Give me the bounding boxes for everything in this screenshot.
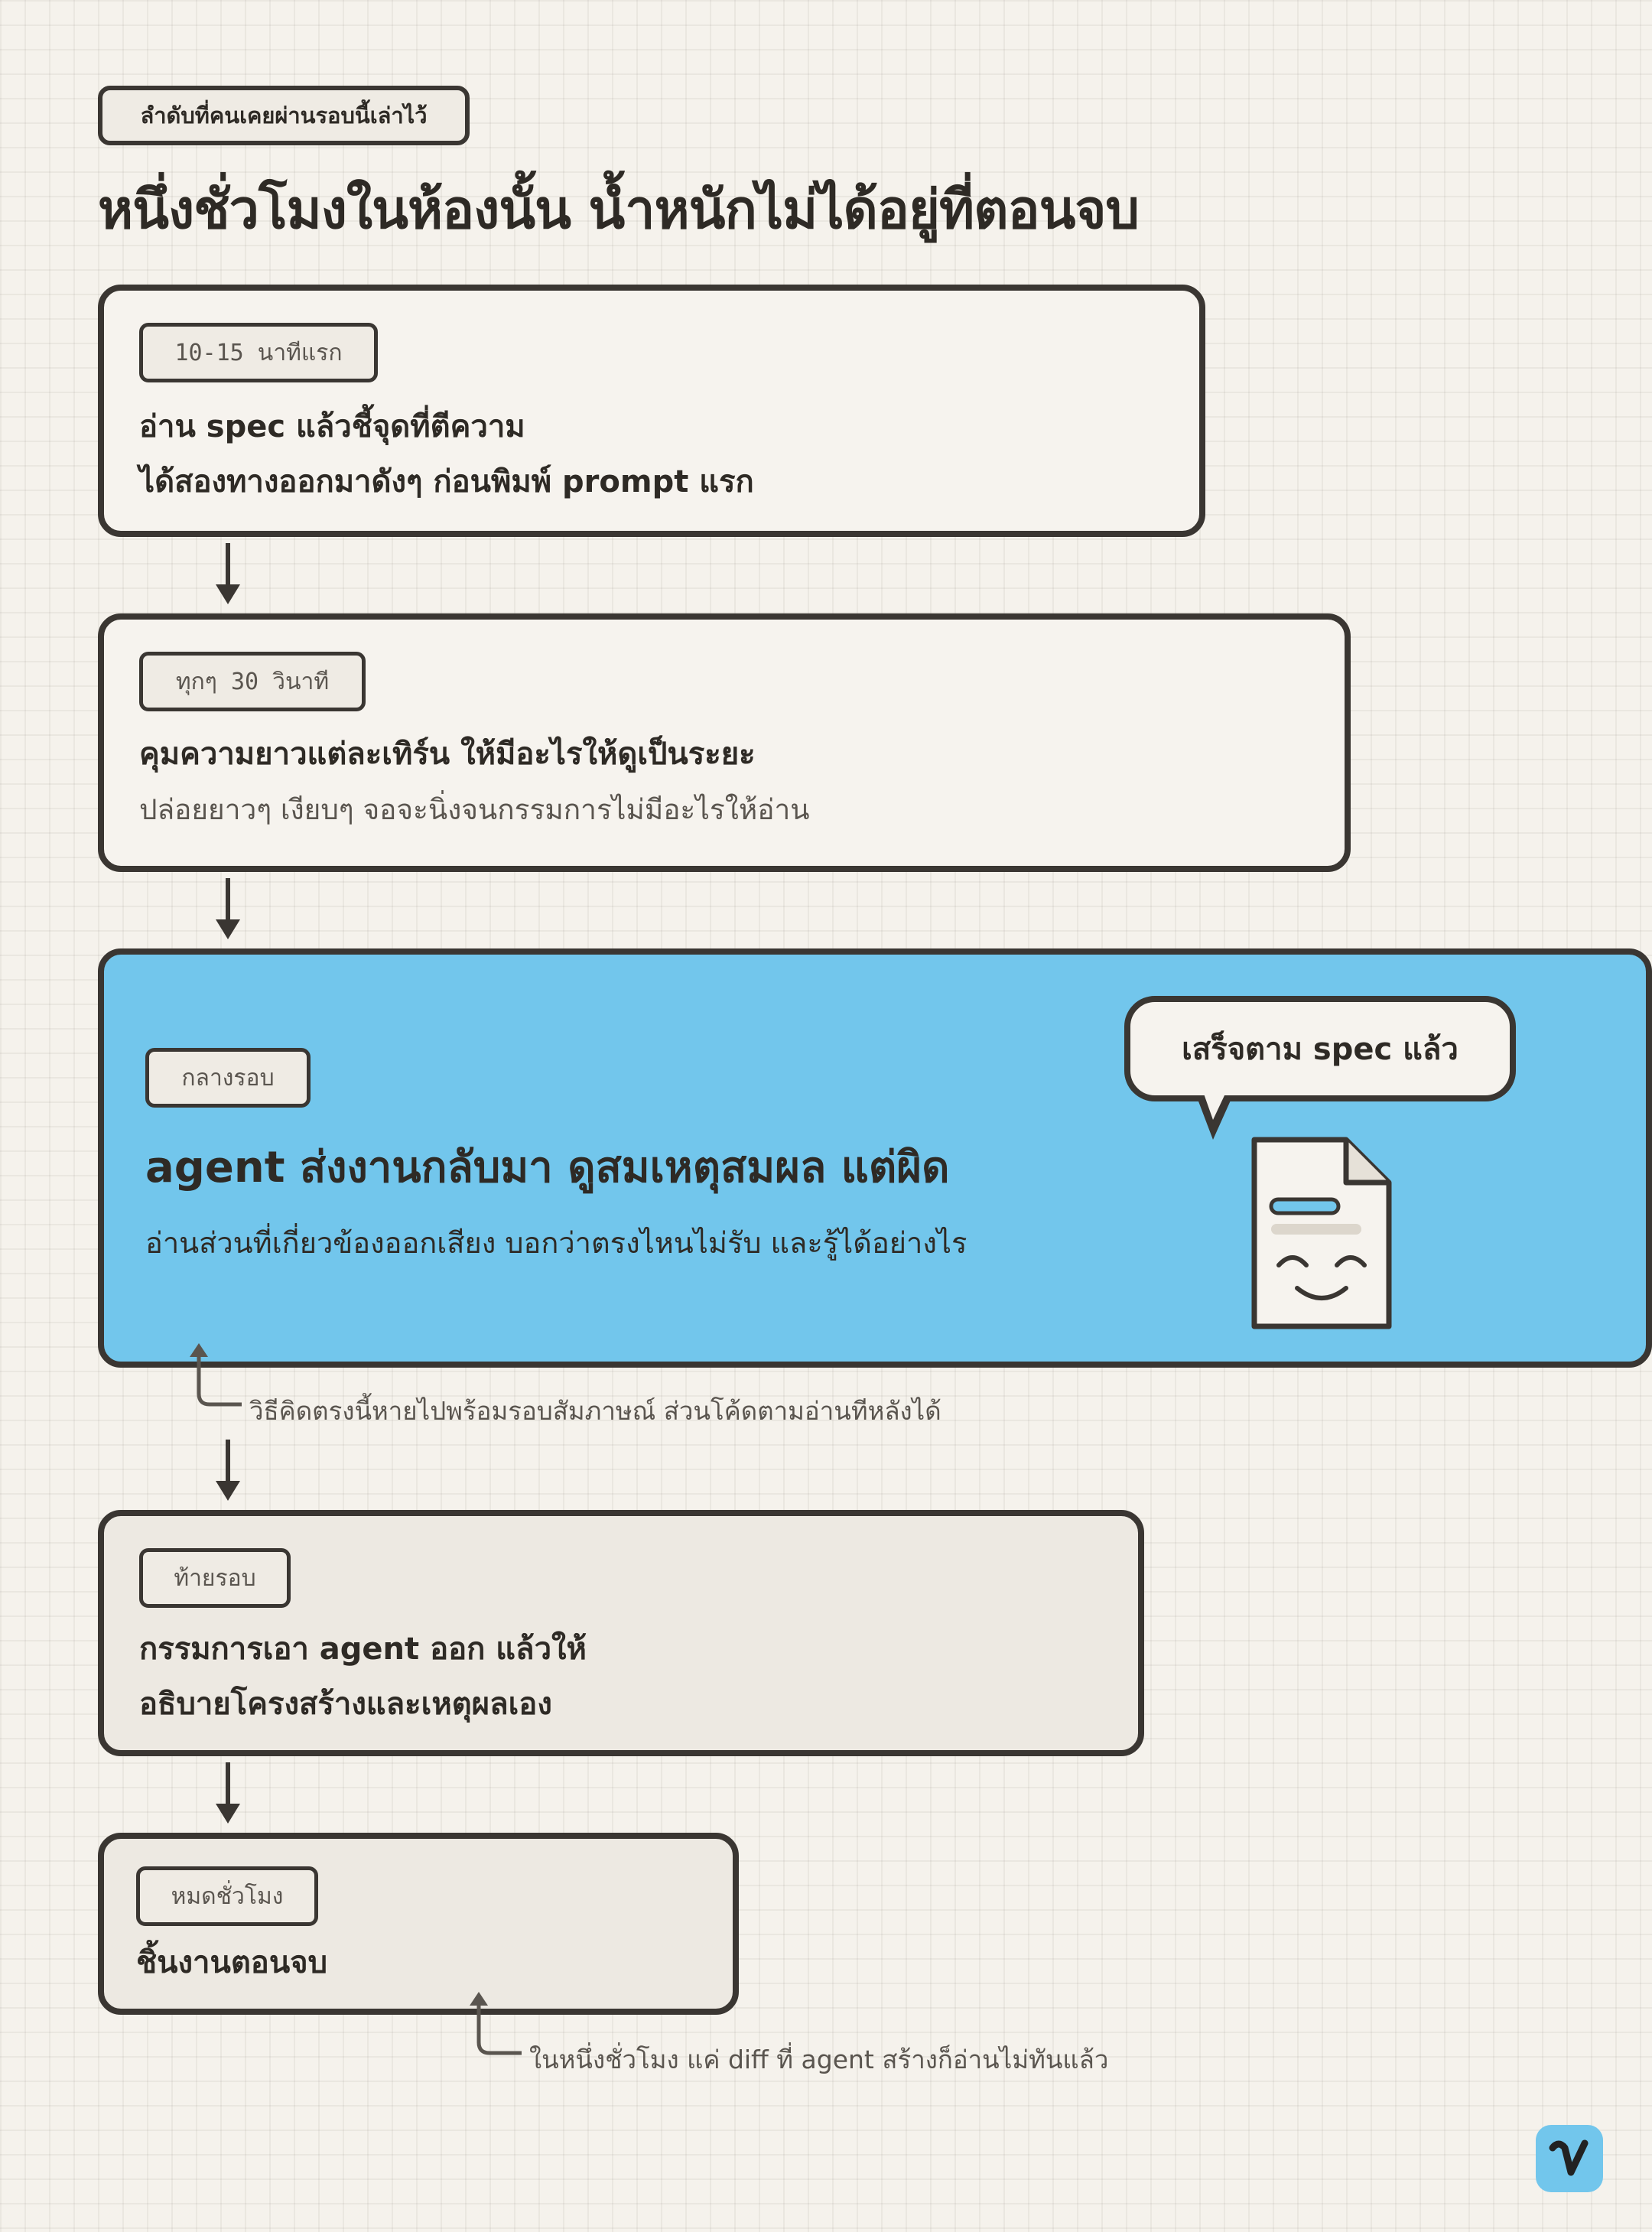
step-heading-line: อธิบายโครงสร้างและเหตุผลเอง <box>139 1687 552 1722</box>
step-heading: agent ส่งงานกลับมา ดูสมเหตุสมผล แต่ผิด <box>145 1143 950 1192</box>
hour-up-annotation: ในหนึ่งชั่วโมง แค่ diff ที่ agent สร้างก็อ่านไม่ทันแล้ว <box>529 2045 1109 2074</box>
step-card-mid-round <box>98 948 1652 1368</box>
step-subtext: อ่านส่วนที่เกี่ยวข้องออกเสียง บอกว่าตรงไหนไม่รับ และรู้ได้อย่างไร <box>145 1226 967 1260</box>
step-card-first-minutes <box>98 285 1205 537</box>
step-heading-line: ชิ้นงานตอนจบ <box>136 1945 327 1980</box>
smiling-document-icon <box>1248 1135 1401 1334</box>
step-tag: ทุกๆ 30 วินาที <box>139 652 366 711</box>
step-heading-line: คุมความยาวแต่ละเทิร์น ให้มีอะไรให้ดูเป็นระยะ <box>139 737 756 772</box>
step-tag: ท้ายรอบ <box>139 1548 291 1608</box>
step-tag: หมดชั่วโมง <box>136 1866 318 1926</box>
step-heading-line: ได้สองทางออกมาดังๆ ก่อนพิมพ์ prompt แรก <box>139 464 754 499</box>
page-title: หนึ่งชั่วโมงในห้องนั้น น้ำหนักไม่ได้อยู่ที่ตอนจบ <box>98 178 1139 241</box>
annotation-pointer-icon <box>187 1340 248 1417</box>
step-card-end-of-round <box>98 1510 1144 1756</box>
step-subtext: ปล่อยยาวๆ เงียบๆ จอจะนิ่งจนกรรมการไม่มีอะไรให้อ่าน <box>139 793 810 826</box>
flow-arrow-icon <box>213 878 243 942</box>
speech-bubble-tail-icon <box>1190 1094 1244 1147</box>
v-logo-icon <box>1536 2125 1603 2192</box>
step-card-hour-up <box>98 1833 739 2015</box>
step-heading-line: กรรมการเอา agent ออก แล้วให้ <box>139 1632 587 1667</box>
step-heading-line: อ่าน spec แล้วชี้จุดที่ตีความ <box>139 409 525 444</box>
step-tag: กลางรอบ <box>145 1048 311 1108</box>
flow-arrow-icon <box>213 1762 243 1827</box>
flow-arrow-icon <box>213 1440 243 1504</box>
speech-bubble-text: เสร็จตาม spec แล้ว <box>1182 1032 1459 1067</box>
annotation-pointer-icon <box>467 1989 528 2065</box>
step-tag: 10-15 นาทีแรก <box>139 323 378 382</box>
flow-arrow-icon <box>213 543 243 607</box>
eyebrow-label: ลำดับที่คนเคยผ่านรอบนี้เล่าไว้ <box>98 86 470 145</box>
mid-round-annotation: วิธีคิดตรงนี้หายไปพร้อมรอบสัมภาษณ์ ส่วนโค้ดตามอ่านทีหลังได้ <box>249 1396 941 1426</box>
speech-bubble <box>1124 996 1516 1101</box>
step-card-every-30-seconds <box>98 613 1351 872</box>
